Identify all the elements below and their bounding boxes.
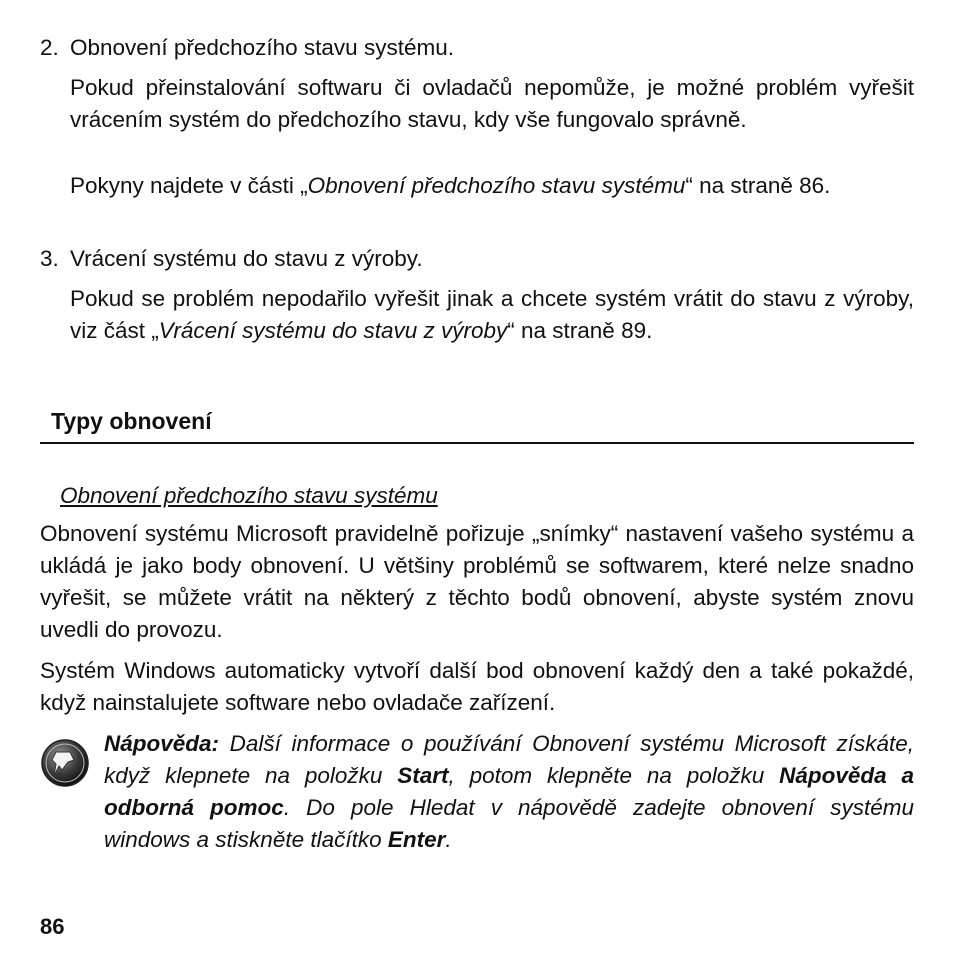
list-item-2-title: 2. Obnovení předchozího stavu systému. bbox=[40, 35, 454, 60]
section-heading: Typy obnovení bbox=[40, 404, 914, 444]
page-number: 86 bbox=[40, 914, 65, 939]
item-2-paragraph: Pokud přeinstalování softwaru či ovladačů nepomůže, je možné problém vyřešit vrácením systém do předchozího stavu, kdy vše fungovalo správně. bbox=[70, 75, 914, 132]
item-2-reference: Pokyny najdete v části „Obnovení předchozího stavu systému“ na straně 86. bbox=[70, 173, 831, 198]
body-paragraph-2: Systém Windows automaticky vytvoří další bod obnovení každý den a také pokaždé, když nainstalujete software nebo ovladače zařízení. bbox=[40, 658, 914, 715]
item-3-paragraph: Pokud se problém nepodařilo vyřešit jinak a chcete systém vrátit do stavu z výroby, viz část „Vrácení systému do stavu z výroby“ na straně 89. bbox=[70, 286, 914, 343]
reference-link-restore: Obnovení předchozího stavu systému bbox=[307, 173, 686, 198]
list-item-3-title: 3. Vrácení systému do stavu z výroby. bbox=[40, 246, 423, 271]
help-note: Nápověda: Další informace o používání Obnovení systému Microsoft získáte, když klepnete na položku Start, potom klepněte na položku Nápověda a odborná pomoc. Do pole Hledat v nápovědě zadejte obnovení systému windows a stiskněte tlačítko Enter. bbox=[104, 731, 914, 852]
note-label: Nápověda: bbox=[104, 731, 220, 756]
body-paragraph-1: Obnovení systému Microsoft pravidelně pořizuje „snímky“ nastavení vašeho systému a ukládá je jako body obnovení. U většiny problémů se softwarem, které nelze snadno vyřešit, se můžete vrátit na některý z těchto bodů obnovení, abyste systém znovu uvedli do provozu. bbox=[40, 521, 914, 642]
note-pin-icon bbox=[40, 738, 90, 788]
reference-link-factory: Vrácení systému do stavu z výroby bbox=[158, 318, 508, 343]
subheading: Obnovení předchozího stavu systému bbox=[60, 483, 438, 508]
